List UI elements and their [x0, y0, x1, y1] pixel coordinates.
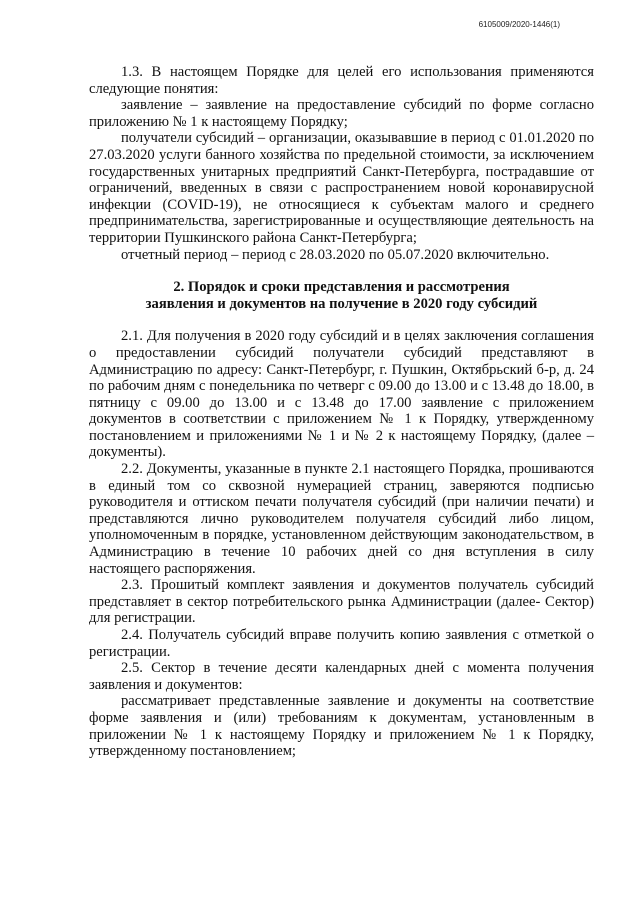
clause-2-5-item: рассматривает представленные заявление и документы на соответствие форме заявления и (или) требованиям к документам, установленным в приложении № 1 к настоящему Порядку и приложением № 1 к Порядку, утвержденному постановлением;: [89, 693, 594, 760]
section-2-heading: [89, 279, 594, 312]
clause-2-3: 2.3. Прошитый комплект заявления и документов получатель субсидий представляет в сектор потребительского рынка Администрации (далее- Сектор) для регистрации.: [89, 577, 594, 627]
clause-2-4: 2.4. Получатель субсидий вправе получить копию заявления с отметкой о регистрации.: [89, 627, 594, 660]
clause-2-2: 2.2. Документы, указанные в пункте 2.1 настоящего Порядка, прошиваются в единый том со сквозной нумерацией страниц, заверяются подписью руководителя и оттиском печати получателя субсидий (при наличии печати) и представляются лично руководителем получателя субсидий либо лицом, уполномоченным в порядке, установленном действующим законодательством, в Администрацию в течение 10 рабочих дней со дня вступления в силу настоящего распоряжения.: [89, 461, 594, 577]
clause-1-3: 1.3. В настоящем Порядке для целей его использования применяются следующие понятия:: [89, 64, 594, 97]
clause-2-1: 2.1. Для получения в 2020 году субсидий и в целях заключения соглашения о предоставлении субсидий получатели субсидий представляют в Администрацию по адресу: Санкт-Петербург, г. Пушкин, Октябрьский б-р, д. 24 по рабочим дням с понедельника по четверг с 09.00 до 13.00 и с 13.48 до 18.00, в пятницу с 09.00 до 13.00 и с 13.48 до 17.00 заявление с приложением документов в соответствии с приложением № 1 к Порядку, утвержденному постановлением и приложениями № 1 и № 2 к настоящему Порядку, (далее – документы).: [89, 328, 594, 461]
definition-reporting-period: отчетный период – период с 28.03.2020 по 05.07.2020 включительно.: [121, 246, 550, 263]
document-body: [89, 64, 594, 760]
document-id-stamp: 6105009/2020-1446(1): [478, 20, 560, 29]
clause-2-5: 2.5. Сектор в течение десяти календарных дней с момента получения заявления и документов:: [89, 660, 594, 693]
section-2-heading-line2: заявления и документов на получение в 2020 году субсидий: [145, 295, 538, 312]
definition-recipients: получатели субсидий – организации, оказывавшие в период с 01.01.2020 по 27.03.2020 услуги банного хозяйства по предельной стоимости, за исключением государственных унитарных предприятий Санкт-Петербурга, пострадавшие от ограничений, введенных в связи с распространением новой коронавирусной инфекции (COVID-19), не относящиеся к субъектам малого и среднего предпринимательства, зарегистрированные и осуществляющие деятельность на территории Пушкинского района Санкт-Петербурга;: [89, 130, 594, 246]
section-2-heading-line1: 2. Порядок и сроки представления и рассмотрения: [173, 279, 510, 296]
definition-application: заявление – заявление на предоставление субсидий по форме согласно приложению № 1 к настоящему Порядку;: [89, 97, 594, 130]
